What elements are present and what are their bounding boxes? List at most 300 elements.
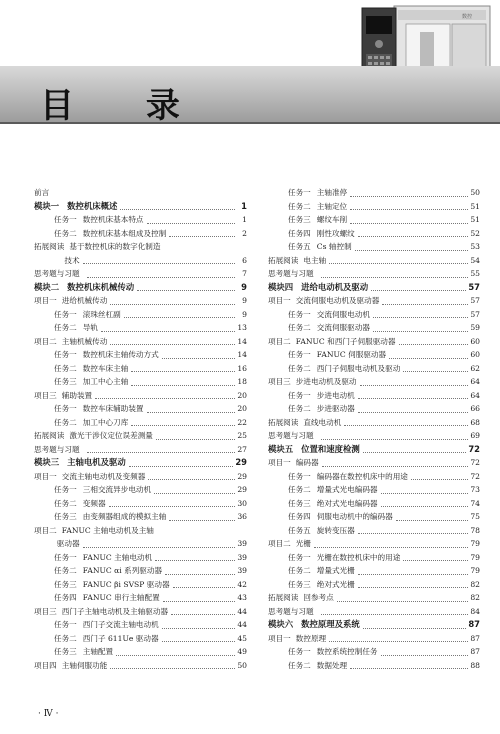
- toc-entry-title: 交流伺服驱动器: [316, 323, 370, 332]
- toc-entry[interactable]: [268, 294, 480, 308]
- toc-entry-title: 主轴配置: [82, 647, 114, 656]
- dot-leader: [358, 412, 468, 413]
- dot-leader: [358, 587, 468, 588]
- toc-entry-title: 数控机床概述: [67, 200, 118, 211]
- toc-entry-page: 42: [237, 579, 247, 589]
- toc-entry-title: 西门子主轴电动机及主轴驱动器: [61, 606, 169, 616]
- toc-entry[interactable]: [268, 200, 480, 214]
- toc-entry-label: 拓展阅读: [268, 417, 299, 427]
- toc-entry[interactable]: [268, 402, 480, 416]
- toc-entry-title: 西门子 611Ue 驱动器: [82, 633, 159, 643]
- toc-entry[interactable]: [268, 551, 480, 565]
- dot-leader: [87, 277, 235, 278]
- toc-entry-label: 前言: [34, 188, 50, 197]
- toc-entry-page: 1: [242, 215, 247, 224]
- toc-entry-title: 数控机床主轴传动方式: [82, 350, 159, 359]
- toc-entry-label: 任务二: [54, 323, 77, 332]
- toc-entry-title: 主轴定位: [316, 201, 348, 211]
- toc-entry[interactable]: [34, 632, 247, 646]
- toc-entry-title: 旋转变压器: [316, 525, 355, 535]
- toc-entry[interactable]: [268, 497, 480, 511]
- toc-entry-page: 16: [237, 363, 247, 373]
- toc-entry-page: 78: [470, 525, 480, 535]
- toc-entry[interactable]: [34, 443, 247, 457]
- toc-entry-title: 由变频器组成的模拟主轴: [82, 512, 167, 521]
- dot-leader: [147, 223, 235, 224]
- toc-entry-page: 53: [470, 242, 480, 251]
- toc-entry-label: 任务一: [288, 390, 311, 400]
- toc-entry-label: 任务五: [288, 242, 311, 251]
- toc-entry[interactable]: [268, 578, 480, 592]
- toc-entry-title: 进给电动机及驱动: [301, 281, 369, 292]
- toc-entry[interactable]: [268, 389, 480, 403]
- toc-entry-page: 82: [470, 593, 480, 602]
- toc-entry[interactable]: [268, 308, 480, 322]
- toc-entry-title: Cs 轴控制: [316, 242, 352, 251]
- dot-leader: [165, 574, 235, 575]
- toc-entry-title: FANUC 主轴电动机: [82, 552, 153, 562]
- toc-entry-page: 55: [470, 269, 480, 278]
- toc-entry[interactable]: [268, 254, 480, 268]
- toc-entry[interactable]: [34, 281, 247, 295]
- dot-leader: [120, 209, 235, 210]
- toc-entry[interactable]: [268, 618, 480, 632]
- toc-entry-label: 任务一: [288, 471, 311, 481]
- toc-entry-page: 44: [237, 620, 247, 629]
- toc-entry-label: 任务一: [288, 350, 311, 359]
- toc-entry[interactable]: [268, 524, 480, 538]
- toc-entry-title: 刚性攻螺纹: [316, 228, 355, 238]
- toc-entry[interactable]: [268, 564, 480, 578]
- toc-entry-title: 螺纹车削: [316, 215, 348, 224]
- toc-entry[interactable]: [268, 591, 480, 605]
- toc-entry-title: 技术: [64, 255, 80, 265]
- toc-entry-label: 任务二: [54, 228, 77, 238]
- toc-entry-page: 62: [470, 363, 480, 373]
- toc-entry-title: 导轨: [82, 323, 98, 332]
- toc-entry[interactable]: [268, 632, 480, 646]
- toc-entry-page: 1: [241, 200, 247, 211]
- toc-entry-label: 项目三: [34, 390, 57, 400]
- dot-leader: [350, 209, 468, 210]
- toc-entry[interactable]: [34, 416, 247, 430]
- toc-entry[interactable]: [268, 537, 480, 551]
- toc-entry-page: 72: [470, 471, 480, 481]
- dot-leader: [381, 493, 468, 494]
- toc-entry-title: 进给机械传动: [61, 296, 108, 305]
- toc-entry[interactable]: [268, 240, 480, 254]
- dot-leader: [137, 290, 235, 291]
- dot-leader: [399, 344, 469, 345]
- toc-entry-label: 任务二: [54, 566, 77, 575]
- dot-leader: [110, 304, 235, 305]
- toc-entry-title: 增量式光电编码器: [316, 485, 378, 494]
- toc-entry-page: 84: [470, 606, 480, 616]
- toc-entry-page: 64: [470, 377, 480, 386]
- toc-entry[interactable]: [34, 591, 247, 605]
- toc-entry[interactable]: [34, 389, 247, 403]
- dot-leader: [363, 628, 467, 629]
- toc-entry-label: 任务一: [54, 552, 77, 562]
- toc-entry-page: 9: [242, 296, 247, 305]
- toc-entry-page: 50: [237, 660, 247, 670]
- toc-entry[interactable]: [268, 335, 480, 349]
- toc-entry[interactable]: [268, 375, 480, 389]
- toc-entry-label: 模块一: [34, 200, 60, 211]
- dot-leader: [83, 547, 235, 548]
- toc-entry-label: 任务二: [54, 498, 77, 508]
- toc-entry[interactable]: [268, 510, 480, 524]
- machine-label: 数控: [462, 14, 473, 20]
- toc-entry-label: 任务二: [288, 660, 311, 670]
- toc-left-column: [34, 186, 247, 672]
- dot-leader: [373, 331, 468, 332]
- toc-entry-page: 7: [242, 269, 247, 278]
- toc-entry-label: 任务二: [54, 417, 77, 427]
- toc-entry-label: 任务一: [54, 404, 77, 413]
- dot-leader: [116, 655, 235, 656]
- toc-entry[interactable]: [34, 551, 247, 565]
- dot-leader: [329, 641, 468, 642]
- toc-entry-label: 任务一: [54, 620, 77, 629]
- dot-leader: [173, 587, 235, 588]
- dot-leader: [321, 439, 468, 440]
- dot-leader: [350, 668, 468, 669]
- toc-entry-label: 模块三: [34, 457, 60, 467]
- toc-entry[interactable]: [268, 321, 480, 335]
- dot-leader: [129, 466, 234, 467]
- toc-entry-label: 项目三: [34, 606, 57, 616]
- toc-entry-title: 基于数控机床的数字化制造: [69, 242, 161, 251]
- toc-entry-title: 数控机床机械传动: [67, 281, 135, 292]
- toc-entry-page: 29: [237, 471, 247, 481]
- toc-entry-label: 模块五: [268, 443, 294, 454]
- toc-entry-page: 57: [468, 281, 480, 292]
- dot-leader: [162, 628, 235, 629]
- toc-entry-page: 50: [470, 188, 480, 197]
- toc-entry-label: 任务一: [288, 647, 311, 656]
- toc-entry-label: 项目二: [268, 539, 291, 548]
- toc-entry-label: 模块四: [268, 281, 294, 292]
- toc-entry-title: 数控车床辅助装置: [82, 404, 144, 413]
- dot-leader: [322, 466, 468, 467]
- toc-entry-title: 西门子伺服电动机及驱动: [316, 363, 401, 373]
- toc-entry-label: 任务一: [288, 552, 311, 562]
- toc-entry-title: FANUC βi SVSP 驱动器: [82, 579, 170, 589]
- dot-leader: [156, 439, 235, 440]
- toc-entry[interactable]: [34, 429, 247, 443]
- toc-entry[interactable]: [34, 362, 247, 376]
- toc-entry-title: 数控系统控制任务: [316, 647, 378, 656]
- dot-leader: [350, 223, 468, 224]
- toc-entry[interactable]: [34, 618, 247, 632]
- toc-entry-title: 交流伺服电动机: [316, 309, 370, 319]
- dot-leader: [109, 506, 235, 507]
- toc-entry-label: 任务二: [288, 323, 311, 332]
- toc-entry-page: 54: [470, 255, 480, 265]
- toc-entry-label: 任务一: [288, 188, 311, 197]
- toc-entry-label: 项目二: [34, 525, 57, 535]
- toc-entry-label: 项目三: [268, 377, 291, 386]
- dot-leader: [373, 317, 468, 318]
- toc-entry-page: 82: [470, 579, 480, 589]
- toc-entry[interactable]: [268, 456, 480, 470]
- toc-entry-label: 任务四: [288, 512, 311, 521]
- toc-entry-page: 79: [470, 566, 480, 575]
- dot-leader: [329, 263, 468, 264]
- dot-leader: [381, 506, 468, 507]
- toc-entry-page: 74: [470, 498, 480, 508]
- toc-entry[interactable]: [34, 308, 247, 322]
- toc-entry-label: 任务一: [54, 309, 77, 319]
- toc-entry-page: 57: [470, 309, 480, 319]
- toc-entry-page: 69: [470, 431, 480, 440]
- toc-entry[interactable]: [34, 200, 247, 214]
- toc-entry-page: 13: [237, 323, 247, 332]
- toc-entry-page: 18: [237, 377, 247, 386]
- dot-leader: [131, 385, 235, 386]
- toc-entry[interactable]: [268, 227, 480, 241]
- toc-entry-title: 主轴电机及驱动: [67, 457, 126, 467]
- toc-entry[interactable]: [34, 254, 247, 268]
- toc-entry-title: 数控车床主轴: [82, 363, 129, 373]
- toc-entry-page: 6: [242, 255, 247, 265]
- toc-entry-page: 29: [237, 485, 247, 494]
- toc-entry[interactable]: [34, 456, 247, 470]
- toc-entry-label: 项目一: [268, 633, 291, 643]
- dot-leader: [358, 574, 468, 575]
- toc-entry-label: 项目一: [268, 296, 291, 305]
- toc-entry[interactable]: [268, 483, 480, 497]
- toc-entry[interactable]: [268, 416, 480, 430]
- toc-entry[interactable]: [34, 483, 247, 497]
- toc-entry[interactable]: [268, 429, 480, 443]
- dot-leader: [163, 601, 235, 602]
- toc-entry[interactable]: [268, 443, 480, 457]
- toc-entry[interactable]: [34, 213, 247, 227]
- toc-entry-label: 任务二: [288, 485, 311, 494]
- toc-entry-page: 59: [470, 323, 480, 332]
- toc-entry-label: 项目四: [34, 660, 57, 670]
- toc-entry-page: 29: [235, 457, 247, 467]
- dot-leader: [155, 560, 235, 561]
- toc-entry-title: 位置和速度检测: [301, 443, 360, 454]
- dot-leader: [101, 331, 235, 332]
- toc-entry[interactable]: [268, 348, 480, 362]
- toc-entry-label: 项目二: [34, 336, 57, 346]
- toc-entry-label: 任务二: [288, 566, 311, 575]
- toc-entry-page: 66: [470, 404, 480, 413]
- toc-entry[interactable]: [268, 605, 480, 619]
- toc-entry-label: 项目一: [268, 458, 291, 467]
- dot-leader: [358, 398, 468, 399]
- toc-entry[interactable]: [268, 659, 480, 673]
- toc-entry-title: FANUC 主轴电动机及主轴: [61, 525, 154, 535]
- toc-right-column: [268, 186, 480, 672]
- dot-leader: [148, 479, 235, 480]
- toc-entry-label: 任务一: [288, 309, 311, 319]
- toc-entry-title: 辅助装置: [61, 390, 93, 400]
- dot-leader: [396, 520, 468, 521]
- dot-leader: [382, 304, 468, 305]
- dot-leader: [83, 263, 235, 264]
- dot-leader: [403, 560, 468, 561]
- toc-entry-label: 任务三: [288, 498, 311, 508]
- toc-entry-label: 模块六: [268, 619, 294, 629]
- dot-leader: [344, 425, 468, 426]
- toc-entry-page: 60: [470, 350, 480, 359]
- toc-entry[interactable]: [34, 335, 247, 349]
- toc-entry-label: 项目一: [34, 296, 57, 305]
- toc-entry[interactable]: [34, 227, 247, 241]
- toc-entry-page: 68: [470, 417, 480, 427]
- toc-entry[interactable]: [34, 186, 247, 200]
- toc-entry-page: 39: [237, 539, 247, 548]
- toc-entry[interactable]: [268, 267, 480, 281]
- toc-entry-label: 任务二: [288, 363, 311, 373]
- toc-entry[interactable]: [34, 294, 247, 308]
- dot-leader: [169, 236, 235, 237]
- toc-entry[interactable]: [34, 659, 247, 673]
- toc-entry-title: 驱动器: [56, 539, 80, 548]
- toc-entry-page: 79: [470, 552, 480, 562]
- toc-entry-label: 任务三: [54, 647, 77, 656]
- toc-entry-title: 数控机床基本组成及控制: [82, 228, 167, 238]
- toc-entry-title: 激光干涉仪定位误差测量: [69, 431, 153, 440]
- dot-leader: [403, 371, 468, 372]
- toc-entry[interactable]: [34, 537, 247, 551]
- toc-entry-title: 步进电动机及驱动: [295, 377, 357, 386]
- toc-entry-title: 三相交流异步电动机: [82, 485, 152, 494]
- dot-leader: [411, 479, 468, 480]
- toc-entry-label: 模块二: [34, 281, 60, 292]
- toc-entry-label: 项目一: [34, 471, 57, 481]
- toc-entry[interactable]: [268, 213, 480, 227]
- toc-entry-label: 思考题与习题: [268, 606, 314, 616]
- toc-entry-page: 39: [237, 566, 247, 575]
- toc-entry[interactable]: [34, 470, 247, 484]
- dot-leader: [358, 236, 468, 237]
- toc-entry-page: 79: [470, 539, 480, 548]
- toc-entry-label: 任务三: [54, 377, 77, 386]
- toc-entry-label: 任务三: [288, 215, 311, 224]
- dot-leader: [321, 614, 468, 615]
- toc-entry-label: 拓展阅读: [268, 593, 299, 602]
- toc-entry-page: 36: [237, 512, 247, 521]
- toc-entry-page: 14: [237, 336, 247, 346]
- toc-entry-title: 变频器: [82, 498, 106, 508]
- toc-entry[interactable]: [268, 186, 480, 200]
- toc-entry-title: 交流伺服电动机及驱动器: [295, 296, 380, 305]
- toc-entry-page: 49: [237, 647, 247, 656]
- toc-entry-page: 52: [470, 228, 480, 238]
- dot-leader: [95, 398, 235, 399]
- dot-leader: [110, 668, 235, 669]
- toc-entry[interactable]: [34, 402, 247, 416]
- toc-entry[interactable]: [34, 348, 247, 362]
- dot-leader: [154, 493, 235, 494]
- toc-entry-title: 光栅在数控机床中的用途: [316, 552, 401, 562]
- toc-entry-label: 思考题与习题: [34, 444, 80, 454]
- toc-entry[interactable]: [34, 605, 247, 619]
- toc-entry-title: 数控原理: [295, 633, 327, 643]
- toc-entry-page: 22: [237, 417, 247, 427]
- dot-leader: [171, 614, 235, 615]
- dot-leader: [381, 655, 468, 656]
- toc-entry-title: 绝对式光电编码器: [316, 498, 378, 508]
- toc-entry-label: 项目二: [268, 336, 291, 346]
- toc-entry-title: 绝对式光栅: [316, 579, 355, 589]
- toc-entry-title: FANUC 伺服驱动器: [316, 350, 387, 359]
- dot-leader: [162, 358, 235, 359]
- toc-entry-title: 数控机床基本特点: [82, 215, 144, 224]
- toc-entry-label: 任务一: [54, 350, 77, 359]
- toc-entry-page: 87: [468, 619, 480, 629]
- toc-entry-page: 57: [470, 296, 480, 305]
- toc-entry[interactable]: [34, 524, 247, 538]
- toc-entry[interactable]: [34, 497, 247, 511]
- toc-entry-page: 45: [237, 633, 247, 643]
- dot-leader: [389, 358, 468, 359]
- toc-entry[interactable]: [34, 375, 247, 389]
- toc-entry[interactable]: [34, 510, 247, 524]
- dot-leader: [360, 385, 468, 386]
- toc-entry-page: 2: [242, 228, 247, 238]
- toc-entry-page: 9: [242, 309, 247, 319]
- toc-entry-label: 思考题与习题: [268, 269, 314, 278]
- toc-entry-label: 任务四: [54, 593, 77, 602]
- toc-entry[interactable]: [268, 470, 480, 484]
- page-title: 目 录: [40, 86, 210, 126]
- toc-entry-title: 数据处理: [316, 660, 348, 670]
- toc-entry-title: 加工中心主轴: [82, 377, 129, 386]
- dot-leader: [355, 250, 468, 251]
- toc-entry[interactable]: [268, 645, 480, 659]
- toc-entry[interactable]: [268, 281, 480, 295]
- toc-entry-label: 任务二: [54, 363, 77, 373]
- toc-entry-title: 编码器: [295, 458, 319, 467]
- dot-leader: [131, 371, 235, 372]
- toc-entry-title: 主轴伺服功能: [61, 660, 108, 670]
- toc-entry-title: 回参考点: [303, 593, 334, 602]
- toc-entry-title: 西门子交流主轴电动机: [82, 620, 159, 629]
- toc-entry-label: 拓展阅读: [34, 431, 65, 440]
- toc-entry[interactable]: [34, 267, 247, 281]
- toc-entry-title: 主轴机械传动: [61, 336, 108, 346]
- dot-leader: [110, 344, 235, 345]
- dot-leader: [147, 412, 235, 413]
- toc-entry[interactable]: [34, 564, 247, 578]
- toc-entry[interactable]: [34, 321, 247, 335]
- toc-entry[interactable]: [34, 240, 247, 254]
- toc-entry-label: 任务三: [54, 579, 77, 589]
- toc-entry[interactable]: [268, 362, 480, 376]
- toc-entry[interactable]: [34, 645, 247, 659]
- dot-leader: [131, 425, 235, 426]
- toc-entry-page: 44: [237, 606, 247, 616]
- toc-entry-title: FANUC 串行主轴配置: [82, 593, 160, 602]
- toc-entry-page: 27: [237, 444, 247, 454]
- toc-entry-label: 任务三: [54, 512, 77, 521]
- toc-entry-page: 20: [237, 390, 247, 400]
- toc-entry-label: 任务五: [288, 525, 311, 535]
- toc-entry-title: 增量式光栅: [316, 566, 355, 575]
- toc-entry-label: 任务一: [54, 485, 77, 494]
- toc-entry[interactable]: [34, 578, 247, 592]
- toc-entry-title: 加工中心刀库: [82, 417, 129, 427]
- page-number: · Ⅳ ·: [38, 709, 59, 719]
- toc-entry-page: 73: [470, 485, 480, 494]
